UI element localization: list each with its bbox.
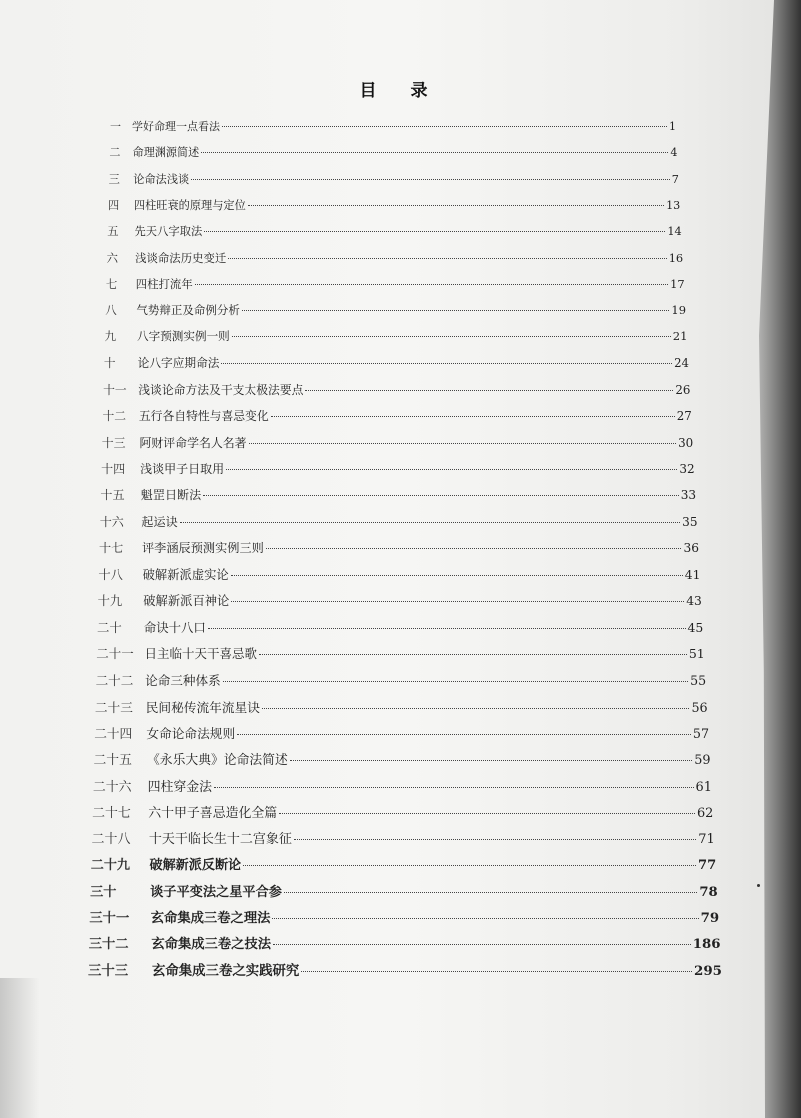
- toc-leader-dots: [259, 654, 687, 655]
- toc-entry-page-number: 59: [694, 753, 711, 769]
- toc-leader-dots: [294, 839, 696, 840]
- toc-entry-title: 四柱旺衰的原理与定位: [133, 198, 246, 212]
- toc-entry-number: 一: [110, 120, 121, 133]
- toc-entry-page-number: 21: [672, 329, 688, 344]
- toc-entry: [89, 933, 721, 952]
- toc-leader-dots: [223, 681, 688, 682]
- toc-entry-title: 破解新派百神论: [143, 594, 230, 609]
- toc-entry-title: 论命法浅谈: [133, 172, 190, 186]
- toc-entry: [108, 197, 680, 213]
- toc-entry-number: 二十: [96, 619, 122, 635]
- toc-entry-title: 先天八字取法: [134, 225, 203, 239]
- toc-entry-title: 破解新派反断论: [149, 858, 242, 874]
- toc-entry-title: 日主临十天干喜忌歌: [144, 646, 258, 661]
- toc-entry: [95, 697, 708, 716]
- toc-entry-number: 三十: [90, 884, 117, 900]
- toc-leader-dots: [271, 416, 675, 417]
- toc-entry-title: 玄命集成三卷之理法: [150, 911, 271, 926]
- page-title: 目 录: [359, 81, 442, 101]
- toc-entry-title: 浅谈甲子日取用: [140, 461, 225, 476]
- toc-entry-page-number: 26: [675, 383, 691, 397]
- toc-entry-title: 六十甲子喜忌造化全篇: [148, 805, 278, 821]
- toc-entry-page-number: 56: [691, 699, 708, 715]
- toc-entry: [109, 144, 677, 160]
- toc-leader-dots: [272, 918, 698, 919]
- toc-entry: [92, 802, 713, 821]
- toc-leader-dots: [242, 310, 670, 311]
- toc-entry: [91, 828, 714, 847]
- toc-leader-dots: [279, 813, 695, 814]
- toc-entry-number: 十四: [101, 461, 126, 476]
- toc-leader-dots: [232, 336, 671, 337]
- toc-leader-dots: [273, 944, 691, 945]
- toc-entry: [101, 460, 695, 477]
- toc-entry-title: 八字预测实例一则: [137, 329, 230, 344]
- toc-entry-title: 评李涵辰预测实例三则: [142, 540, 264, 555]
- toc-entry-page-number: 16: [668, 250, 684, 265]
- toc-entry-page-number: 62: [696, 805, 714, 821]
- toc-entry-number: 二十六: [92, 779, 132, 795]
- toc-entry-number: 二十七: [92, 805, 131, 821]
- toc-leader-dots: [262, 708, 690, 709]
- toc-entry-number: 三十一: [89, 911, 130, 926]
- scan-speck: [757, 884, 760, 887]
- toc-entry-number: 二十五: [93, 753, 132, 769]
- toc-entry-title: 十天干临长生十二宫象征: [148, 832, 292, 848]
- toc-entry-page-number: 55: [690, 673, 707, 689]
- toc-entry-number: 二十二: [95, 673, 134, 689]
- toc-leader-dots: [243, 865, 696, 866]
- toc-entry-number: 十八: [98, 568, 123, 583]
- toc-entry: [102, 434, 694, 451]
- toc-entry-page-number: 295: [694, 962, 722, 979]
- toc-leader-dots: [214, 787, 693, 788]
- toc-entry-number: 二十八: [91, 832, 131, 848]
- toc-entry-title: 浅谈论命方法及干支太极法要点: [138, 383, 304, 397]
- toc-entry-page-number: 77: [698, 858, 717, 874]
- toc-entry: [109, 171, 679, 187]
- toc-entry-page-number: 45: [687, 619, 704, 635]
- toc-leader-dots: [208, 628, 686, 629]
- toc-entry-number: 三: [108, 172, 120, 186]
- toc-entry-number: 十九: [97, 594, 123, 609]
- toc-entry-number: 八: [105, 303, 117, 318]
- toc-entry-title: 命诀十八口: [143, 619, 206, 635]
- toc-entry: [106, 276, 685, 292]
- toc-leader-dots: [180, 522, 681, 523]
- toc-entry: [98, 565, 700, 583]
- toc-leader-dots: [249, 443, 677, 444]
- toc-entry-title: 气势辩正及命例分析: [136, 303, 240, 318]
- toc-entry-number: 十七: [99, 540, 124, 555]
- toc-entry: [102, 407, 691, 424]
- toc-entry-number: 十三: [101, 435, 126, 450]
- toc-entry: [96, 644, 705, 662]
- page-corner-shadow: [0, 978, 40, 1118]
- toc-entry-page-number: 79: [700, 911, 720, 926]
- toc-leader-dots: [191, 179, 670, 180]
- toc-entry-number: 三十二: [88, 937, 129, 953]
- toc-entry-page-number: 78: [699, 884, 718, 900]
- toc-entry: [94, 749, 711, 768]
- toc-entry-page-number: 30: [678, 435, 694, 450]
- toc-entry: [103, 381, 690, 398]
- toc-leader-dots: [266, 548, 682, 549]
- toc-leader-dots: [228, 258, 666, 259]
- toc-entry-number: 十: [103, 355, 116, 370]
- toc-entry-number: 五: [107, 225, 119, 239]
- toc-leader-dots: [284, 892, 697, 893]
- toc-entry: [90, 881, 718, 900]
- toc-entry-page-number: 51: [688, 646, 705, 661]
- toc-entry: [107, 250, 684, 266]
- toc-entry-number: 六: [106, 250, 118, 265]
- toc-leader-dots: [195, 284, 668, 285]
- toc-entry-page-number: 32: [679, 461, 695, 476]
- toc-entry-number: 二十一: [96, 646, 134, 661]
- toc-entry-number: 十五: [100, 488, 125, 503]
- toc-leader-dots: [231, 601, 684, 602]
- toc-entry-page-number: 4: [670, 146, 678, 160]
- toc-entry: [110, 118, 676, 134]
- toc-entry-number: 十六: [99, 514, 124, 529]
- toc-entry-page-number: 27: [676, 409, 692, 424]
- toc-entry: [98, 591, 702, 609]
- toc-entry-title: 论八字应期命法: [137, 355, 220, 370]
- toc-entry-number: 二十三: [94, 699, 133, 715]
- toc-entry-number: 十二: [102, 409, 127, 424]
- toc-entry-title: 玄命集成三卷之实践研究: [152, 962, 300, 979]
- toc-entry: [94, 723, 709, 742]
- toc-leader-dots: [301, 971, 692, 972]
- toc-entry-page-number: 43: [686, 594, 702, 609]
- toc-entry-number: 二: [109, 146, 121, 160]
- toc-leader-dots: [231, 575, 683, 576]
- toc-entry-title: 破解新派虚实论: [142, 568, 229, 583]
- toc-entry-page-number: 19: [671, 303, 687, 318]
- toc-entry: [97, 618, 703, 636]
- toc-leader-dots: [221, 363, 672, 364]
- toc-entry-title: 女命论命法规则: [146, 725, 236, 741]
- toc-entry-title: 谈子平变法之星平合参: [150, 884, 282, 900]
- toc-entry-page-number: 7: [671, 172, 679, 186]
- toc-entry-number: 九: [104, 329, 117, 344]
- toc-entry-page-number: 186: [692, 937, 721, 953]
- toc-entry-title: 命理渊源简述: [132, 146, 200, 160]
- toc-entry: [88, 960, 722, 979]
- toc-leader-dots: [201, 152, 668, 153]
- toc-entry: [99, 539, 699, 556]
- toc-entry-number: 十一: [103, 383, 127, 397]
- toc-entry: [91, 854, 717, 873]
- toc-leader-dots: [248, 205, 664, 206]
- toc-entry: [100, 513, 698, 530]
- toc-entry-page-number: 17: [670, 276, 685, 291]
- toc-entry-page-number: 24: [674, 355, 689, 370]
- toc-entry-page-number: 71: [698, 832, 715, 848]
- toc-entry: [93, 776, 712, 795]
- toc-entry-page-number: 35: [682, 514, 698, 529]
- toc-entry-title: 阿财评命学名人名著: [139, 435, 247, 450]
- toc-leader-dots: [237, 734, 691, 735]
- toc-entry-title: 五行各自特性与喜忌变化: [138, 409, 269, 424]
- toc-entry-page-number: 1: [669, 120, 676, 133]
- toc-entry-title: 玄命集成三卷之技法: [151, 937, 272, 953]
- toc-entry: [96, 670, 707, 689]
- toc-entry-number: 二十四: [94, 725, 133, 741]
- toc-entry-title: 四柱打流年: [135, 276, 193, 291]
- toc-entry-title: 学好命理一点看法: [132, 120, 220, 133]
- toc-leader-dots: [290, 760, 692, 761]
- toc-entry-page-number: 13: [666, 198, 681, 212]
- toc-entry: [105, 302, 686, 318]
- toc-entry-number: 四: [107, 198, 120, 212]
- toc-entry: [100, 486, 696, 503]
- toc-entry-page-number: 14: [667, 225, 682, 239]
- toc-leader-dots: [305, 390, 673, 391]
- toc-entry-title: 起运诀: [141, 514, 178, 529]
- toc-entry-page-number: 57: [692, 725, 710, 741]
- toc-entry-number: 二十九: [90, 858, 131, 874]
- toc-entry-title: 《永乐大典》论命法简述: [147, 753, 288, 769]
- toc-leader-dots: [203, 495, 679, 496]
- toc-entry: [89, 907, 719, 926]
- toc-entry-page-number: 33: [680, 488, 697, 503]
- toc-entry-title: 民间秘传流年流星诀: [145, 699, 260, 715]
- toc-entry-title: 浅谈命法历史变迁: [135, 250, 227, 265]
- toc-entry-title: 论命三种体系: [145, 673, 221, 689]
- toc-entry-number: 三十三: [88, 962, 129, 979]
- toc-entry-page-number: 36: [683, 540, 699, 555]
- toc-entry: [107, 223, 682, 239]
- toc-entry: [104, 355, 689, 371]
- toc-entry-title: 魁罡日断法: [140, 488, 202, 503]
- toc-leader-dots: [204, 231, 665, 232]
- toc-leader-dots: [226, 469, 677, 470]
- toc-entry: [105, 328, 688, 344]
- toc-entry-page-number: 61: [695, 779, 712, 795]
- toc-leader-dots: [222, 126, 667, 127]
- toc-entry-page-number: 41: [684, 568, 701, 583]
- toc-entry-number: 七: [105, 276, 118, 291]
- toc-entry-title: 四柱穿金法: [147, 779, 213, 795]
